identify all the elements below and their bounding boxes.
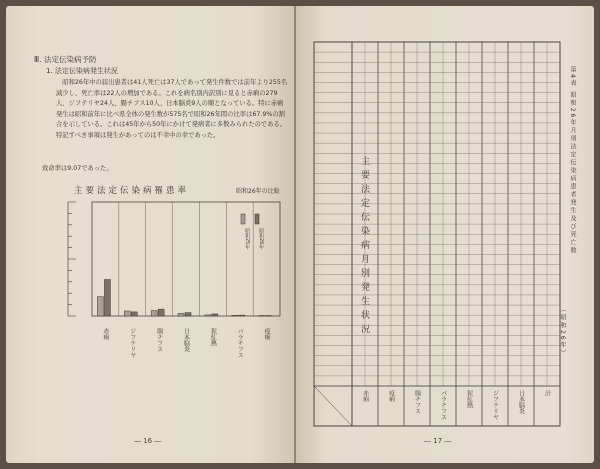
legend-label: 昭和25年 xyxy=(244,228,250,250)
bar xyxy=(212,314,218,316)
bar xyxy=(232,315,238,316)
bar xyxy=(158,309,164,316)
table-border xyxy=(314,42,560,426)
monthly-cases-table xyxy=(296,6,594,463)
category-label: 猩紅熱 xyxy=(209,328,217,346)
disease-label: 腸チフス xyxy=(413,390,421,414)
bar xyxy=(185,313,191,316)
disease-label: 猩紅熱 xyxy=(465,390,473,408)
disease-label: パラチフス xyxy=(439,390,447,420)
chart-title: 主要法定伝染病罹患率 xyxy=(74,186,190,196)
bar xyxy=(104,280,110,316)
morbidity-bar-chart xyxy=(6,6,294,463)
chart-note: 昭和26年の比較 xyxy=(236,188,280,195)
plot-frame xyxy=(92,202,280,316)
table-side-note-year: （昭和26年） xyxy=(559,306,566,358)
category-label: 腸チフス xyxy=(155,328,163,352)
corner-diagonal xyxy=(314,386,352,426)
bar xyxy=(205,315,211,316)
legend-swatch xyxy=(241,214,245,224)
bar xyxy=(151,311,157,316)
right-page xyxy=(296,6,594,463)
bar xyxy=(178,313,184,316)
body-last-line: 致命率は9.07であった。 xyxy=(42,165,113,172)
disease-label: 疫痢 xyxy=(387,390,395,402)
bar xyxy=(239,315,245,316)
body-paragraph: 昭和26年中の届出患者は41人死亡は37人であって発生件数では前年より255名減少し、死亡率は22人の増加である。これを病名別内訳別に見ると赤痢の279人、ジフテリヤ24人、腸チフス10人、日本脳炎9人の順となっている。特に赤痢発生は昭和前年に比べ県全体の発生数が575名で昭和26年間の比率は67.9%の割合を示している。これは45年から50年にかけて発病者に多数みられたのである。特記すべき事項は発生があってのは不幸中の幸であった。 xyxy=(56,79,288,139)
page-number-left: ― 16 ― xyxy=(134,437,162,445)
bar xyxy=(124,311,130,316)
bar xyxy=(97,297,103,316)
left-page xyxy=(6,6,294,463)
category-label: パラチフス xyxy=(236,328,244,358)
disease-label: 日本脳炎 xyxy=(517,390,525,414)
page-number-right: ― 17 ― xyxy=(424,437,452,445)
category-label: 赤痢 xyxy=(101,328,109,340)
category-label: 日本脳炎 xyxy=(182,328,190,352)
subsection-heading: 1. 法定伝染病発生状況 xyxy=(46,67,118,75)
category-label: ジフテリヤ xyxy=(128,328,136,358)
section-heading: Ⅲ. 法定伝染病予防 xyxy=(34,55,97,64)
disease-label: 赤痢 xyxy=(361,390,369,402)
table-side-note: 第4表 昭和26年月別法定伝染病患者発生及び死亡数 xyxy=(569,66,576,256)
legend-swatch xyxy=(255,214,259,224)
category-label: 疫痢 xyxy=(263,328,271,340)
legend-label: 昭和26年 xyxy=(258,228,264,250)
table-vertical-title: 主要法定伝染病月別発生状況 xyxy=(359,156,369,338)
bar xyxy=(131,312,137,316)
disease-label: 計 xyxy=(543,390,551,396)
disease-label: ジフテリヤ xyxy=(491,390,499,420)
